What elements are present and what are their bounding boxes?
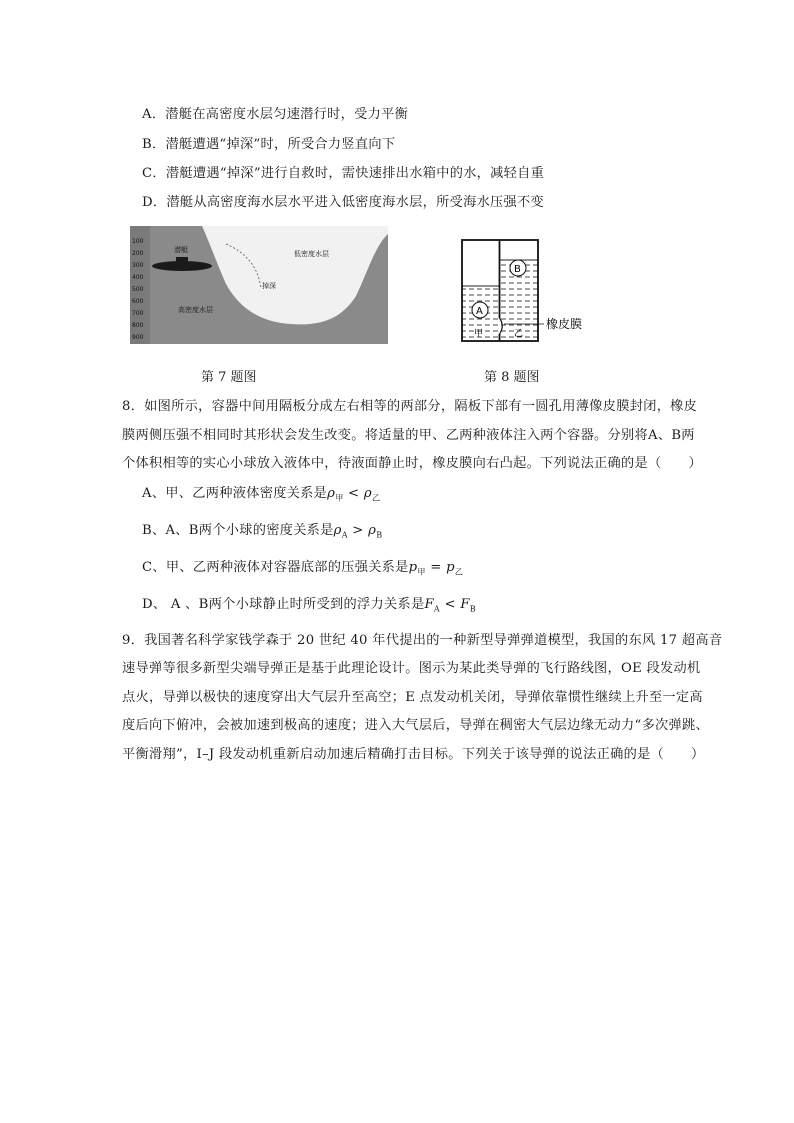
figure-8-caption: 第 8 题图: [484, 370, 540, 385]
q8-option-d-sym1: F: [424, 597, 434, 612]
q8-option-a-sub2: 乙: [371, 493, 381, 503]
depth-tick: 800: [132, 322, 144, 329]
q8-option-b-sub2: B: [376, 530, 383, 540]
depth-tick: 500: [132, 286, 144, 293]
q8-option-c: [142, 556, 463, 578]
q7-option-a: A．潜艇在高密度水层匀速潜行时，受力平衡: [142, 107, 409, 122]
depth-tick: 200: [132, 250, 144, 257]
q8-option-b-text: B、A、B两个小球的密度关系是: [142, 523, 334, 538]
q8-option-d-text: D、 A 、B两个小球静止时所受到的浮力关系是: [142, 597, 425, 612]
q8-option-d-sym2: F: [460, 597, 470, 612]
label-drop: 掉深: [262, 282, 276, 290]
depth-tick: 300: [132, 262, 144, 269]
q9-stem-line: 9．我国著名科学家钱学森于 20 世纪 40 年代提出的一种新型导弹弹道模型，我国的东风 17 超高音: [122, 633, 723, 648]
q7-option-d: D．潜艇从高密度海水层水平进入低密度海水层，所受海水压强不变: [142, 195, 545, 210]
figure-7-ocean-section: [130, 226, 388, 344]
q9-stem-line: 度后向下俯冲，会被加速到极高的速度；进入大气层后，导弹在稠密大气层边缘无动力“多次弹跳、: [122, 718, 709, 733]
q8-option-b-rel: >: [347, 523, 369, 538]
q8-stem-line: 膜两侧压强不相同时其形状会发生改变。将适量的甲、乙两种液体注入两个容器。分别将A、B两: [122, 428, 695, 443]
label-yi: 乙: [514, 329, 524, 339]
depth-tick: 900: [132, 334, 144, 341]
q9-stem-line: 速导弹等很多新型尖端导弹正是基于此理论设计。图示为某此类导弹的飞行路线图，OE 段发动机: [122, 661, 701, 676]
depth-tick: 700: [132, 310, 144, 317]
q9-stem-line: 平衡滑翔”，I–J 段发动机重新启动加速后精确打击目标。下列关于该导弹的说法正确的是（ ）: [122, 747, 705, 762]
submarine-tower: [176, 257, 188, 263]
figure-7-caption: 第 7 题图: [201, 370, 257, 385]
q8-option-d: [142, 593, 476, 614]
label-low-density: 低密度水层: [294, 250, 329, 258]
label-jia: 甲: [474, 329, 484, 339]
q8-option-d-rel: <: [439, 597, 461, 612]
q8-option-a-sym1: ρ: [327, 486, 336, 501]
q8-option-a-sub1: 甲: [335, 493, 344, 503]
q8-option-b-sub1: A: [341, 530, 348, 540]
depth-tick: 400: [132, 274, 144, 281]
q8-option-b: [142, 519, 382, 540]
q8-stem-line: 个体积相等的实心小球放入液体中，待液面静止时，橡皮膜向右凸起。下列说法正确的是（ ）: [122, 456, 702, 471]
membrane-label: 橡皮膜: [546, 317, 583, 331]
depth-tick: 600: [132, 298, 144, 305]
q8-option-d-sub1: A: [433, 604, 440, 614]
q8-option-b-sym1: ρ: [333, 523, 342, 538]
label-submarine: 潜艇: [174, 246, 188, 254]
ball-b-label: B: [514, 264, 521, 275]
figure-8-container: [460, 238, 640, 344]
q8-option-c-sub1: 甲: [417, 567, 426, 577]
q8-option-c-rel: =: [425, 560, 447, 575]
ball-a-label: A: [476, 306, 483, 317]
q8-option-c-sym1: p: [408, 560, 418, 575]
label-high-density: 高密度水层: [178, 306, 213, 314]
q8-option-c-sym2: p: [446, 560, 455, 575]
q8-option-d-sub2: B: [469, 604, 476, 614]
q8-option-a-sym2: ρ: [363, 486, 372, 501]
depth-tick: 100: [132, 238, 144, 245]
q8-option-a: [142, 482, 380, 504]
q8-stem-line: 8．如图所示，容器中间用隔板分成左右相等的两部分，隔板下部有一圆孔用薄像皮膜封闭，橡皮: [122, 399, 698, 414]
q8-option-c-text: C、甲、乙两种液体对容器底部的压强关系是: [142, 560, 409, 575]
q8-option-b-sym2: ρ: [368, 523, 377, 538]
q8-option-c-sub2: 乙: [454, 567, 464, 577]
q8-option-a-text: A、甲、乙两种液体密度关系是: [142, 486, 328, 501]
q7-option-c: C．潜艇遭遇“掉深”进行自救时，需快速排出水箱中的水，减轻自重: [142, 166, 545, 181]
q8-option-a-rel: <: [343, 486, 364, 501]
q9-stem-line: 点火，导弹以极快的速度穿出大气层升至高空；E 点发动机关闭，导弹依靠惯性继续上升至一定高: [122, 690, 703, 705]
depth-ticks: [132, 238, 144, 341]
q7-option-b: B．潜艇遭遇“掉深”时，所受合力竖直向下: [142, 137, 396, 152]
